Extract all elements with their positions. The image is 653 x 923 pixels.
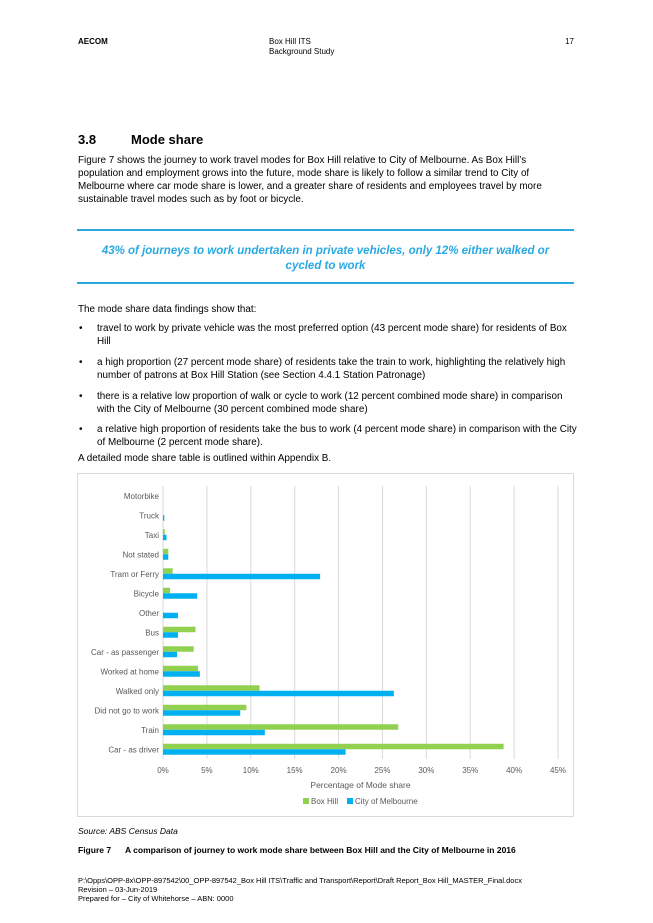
x-tick-label: 5% (201, 766, 213, 775)
x-tick-label: 45% (549, 766, 567, 775)
y-category-label: Car - as driver (108, 745, 159, 755)
callout-line-1: 43% of journeys to work undertaken in private vehicles, only 12% either walked or (101, 245, 550, 257)
y-category-label: Train (141, 725, 159, 735)
bar-box-hill (163, 529, 165, 535)
mode-share-chart (78, 474, 573, 816)
callout-top-rule (77, 229, 574, 231)
bar-city-of-melbourne (163, 652, 177, 658)
x-tick-label: 30% (418, 766, 435, 775)
bar-city-of-melbourne (163, 613, 178, 619)
x-tick-label: 35% (462, 766, 479, 775)
page-number: 17 (565, 37, 574, 46)
bar-box-hill (163, 588, 170, 594)
findings-lead: The mode share data findings show that: (78, 304, 257, 315)
bar-city-of-melbourne (163, 710, 240, 716)
findings-closing: A detailed mode share table is outlined within Appendix B. (78, 453, 332, 464)
footer-prepared-for: Prepared for – City of Whitehorse – ABN: 0000 (78, 894, 234, 903)
y-category-label: Bicycle (133, 589, 159, 599)
bullet-dot: • (79, 323, 83, 334)
legend-swatch-box-hill (303, 798, 309, 804)
bar-city-of-melbourne (163, 535, 167, 541)
x-tick-label: 40% (506, 766, 523, 775)
bar-city-of-melbourne (163, 554, 168, 560)
bar-city-of-melbourne (163, 593, 197, 599)
bullet-dot: • (79, 391, 83, 402)
y-category-label: Car - as passenger (90, 647, 159, 657)
legend-label-box-hill: Box Hill (311, 797, 339, 806)
figure-caption: A comparison of journey to work mode share between Box Hill and the City of Melbourne in 2016 (125, 845, 516, 855)
bar-city-of-melbourne (163, 671, 200, 677)
bar-box-hill (163, 568, 173, 574)
y-category-label: Other (138, 608, 159, 618)
figure-label: Figure 7 (78, 845, 112, 855)
y-category-label: Truck (139, 511, 159, 521)
company-name: AECOM (78, 37, 108, 46)
document-subtitle: Background Study (269, 47, 335, 56)
legend-label-city-of-melbourne: City of Melbourne (355, 797, 418, 806)
bar-box-hill (163, 549, 168, 555)
y-category-label: Bus (145, 628, 159, 638)
y-category-label: Tram or Ferry (110, 569, 159, 579)
y-category-label: Motorbike (123, 491, 159, 501)
x-tick-label: 0% (157, 766, 169, 775)
bullet-dot: • (79, 424, 83, 435)
bar-box-hill (163, 724, 398, 730)
y-category-label: Not stated (122, 550, 159, 560)
document-title: Box Hill ITS (269, 37, 311, 46)
x-axis-title: Percentage of Mode share (310, 780, 411, 790)
footer-file-path: P:\Opps\OPP-8x\OPP-897542\00_OPP-897542_Box Hill ITS\Traffic and Transport\Report\Draft Report_Box Hill_MASTER_Final.docx (78, 876, 522, 885)
bar-city-of-melbourne (163, 749, 346, 755)
bar-box-hill (163, 744, 504, 750)
bullet-item: a high proportion (27 percent mode share) of residents take the train to work, highlighting the relatively high number of patrons at Box Hill Station (see Section 4.4.1 Station Patronage) (97, 357, 566, 381)
y-category-label: Worked at home (100, 667, 159, 677)
section-intro: Figure 7 shows the journey to work travel modes for Box Hill relative to City of Melbourne. As Box Hill’s population and employment grows into the future, mode share is likely to follow a similar trend to City of Melbourne where car mode share is lower, and a greater share of residents and employees travel by more sustainable travel modes such as by foot or bicycle. (78, 155, 542, 205)
bar-box-hill (163, 646, 194, 652)
mode-share-chart-frame (77, 473, 574, 817)
section-title: Mode share (131, 132, 204, 147)
section-number: 3.8 (78, 132, 97, 147)
x-tick-label: 20% (330, 766, 347, 775)
y-category-label: Walked only (115, 686, 159, 696)
chart-source: Source: ABS Census Data (78, 826, 178, 836)
bullet-dot: • (79, 357, 83, 368)
bar-city-of-melbourne (163, 515, 164, 521)
bar-box-hill (163, 705, 246, 711)
x-tick-label: 25% (374, 766, 391, 775)
bar-box-hill (163, 627, 195, 633)
bar-city-of-melbourne (163, 691, 394, 697)
y-category-label: Did not go to work (94, 706, 159, 716)
bullet-item: there is a relative low proportion of walk or cycle to work (12 percent combined mode share) in comparison with the City of Melbourne (30 percent combined mode share) (97, 391, 563, 415)
bar-box-hill (163, 666, 198, 672)
bar-city-of-melbourne (163, 730, 265, 736)
bar-city-of-melbourne (163, 574, 320, 580)
x-tick-label: 15% (286, 766, 303, 775)
bar-box-hill (163, 685, 260, 691)
x-tick-label: 10% (242, 766, 259, 775)
callout-line-2: cycled to work (285, 260, 366, 272)
bar-city-of-melbourne (163, 632, 178, 638)
callout-bottom-rule (77, 282, 574, 284)
y-category-label: Taxi (144, 530, 159, 540)
legend-swatch-city-of-melbourne (347, 798, 353, 804)
bullet-item: travel to work by private vehicle was the most preferred option (43 percent mode share) for residents of Box Hill (97, 323, 567, 347)
bullet-item: a relative high proportion of residents take the bus to work (4 percent mode share) in comparison with the City of Melbourne (2 percent mode share). (97, 424, 577, 448)
footer-revision: Revision – 03-Jun-2019 (78, 885, 158, 894)
